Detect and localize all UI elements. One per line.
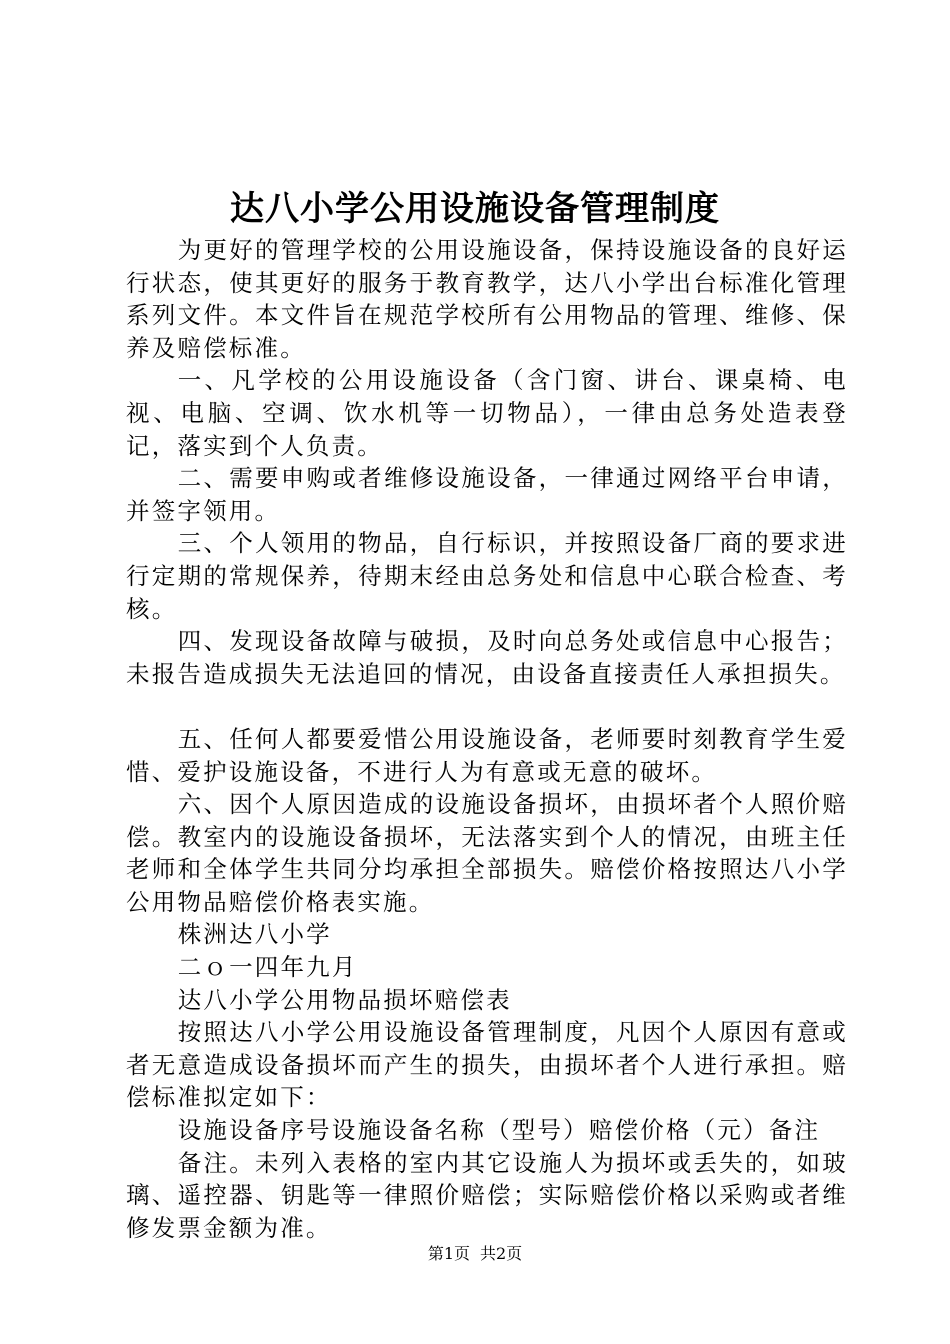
- document-body: [126, 234, 848, 1244]
- page-number: 第1页: [427, 1244, 470, 1263]
- rule-paragraph-4: 四、发现设备故障与破损，及时向总务处或信息中心报告；未报告造成损失无法追回的情况，由设备直接责任人承担损失。: [126, 627, 848, 688]
- rule-paragraph-3: 三、个人领用的物品，自行标识，并按照设备厂商的要求进行定期的常规保养，待期末经由总务处和信息中心联合检查、考核。: [126, 529, 848, 623]
- page-footer: [0, 1244, 950, 1264]
- rule-paragraph-6: 六、因个人原因造成的设施设备损坏，由损坏者个人照价赔偿。教室内的设施设备损坏，无法落实到个人的情况，由班主任老师和全体学生共同分均承担全部损失。赔偿价格按照达八小学公用物品赔偿价格表实施。: [126, 790, 848, 916]
- table-intro: 按照达八小学公用设施设备管理制度，凡因个人原因有意或者无意造成设备损坏而产生的损失，由损坏者个人进行承担。赔偿标准拟定如下：: [126, 1018, 848, 1112]
- rule-paragraph-1: 一、凡学校的公用设施设备（含门窗、讲台、课桌椅、电视、电脑、空调、饮水机等一切物品），一律由总务处造表登记，落实到个人负责。: [126, 366, 848, 460]
- page-total: 共2页: [480, 1244, 523, 1263]
- table-header: 设施设备序号设施设备名称（型号）赔偿价格（元）备注: [177, 1116, 821, 1145]
- signature: 株洲达八小学: [177, 920, 332, 949]
- table-note: 备注。未列入表格的室内其它设施人为损坏或丢失的，如玻璃、遥控器、钥匙等一律照价赔偿；实际赔偿价格以采购或者维修发票金额为准。: [126, 1148, 848, 1242]
- table-title: 达八小学公用物品损坏赔偿表: [177, 985, 512, 1014]
- document-title: 达八小学公用设施设备管理制度: [230, 189, 720, 229]
- rule-paragraph-5: 五、任何人都要爱惜公用设施设备，老师要时刻教育学生爱惜、爱护设施设备，不进行人为有意或无意的破坏。: [126, 724, 848, 786]
- document-date: 二ｏ一四年九月: [177, 953, 358, 982]
- intro-paragraph: 为更好的管理学校的公用设施设备，保持设施设备的良好运行状态，使其更好的服务于教育教学，达八小学出台标准化管理系列文件。本文件旨在规范学校所有公用物品的管理、维修、保养及赔偿标准。: [126, 236, 848, 362]
- rule-paragraph-2: 二、需要申购或者维修设施设备，一律通过网络平台申请，并签字领用。: [126, 464, 848, 525]
- blank-line: [126, 690, 848, 723]
